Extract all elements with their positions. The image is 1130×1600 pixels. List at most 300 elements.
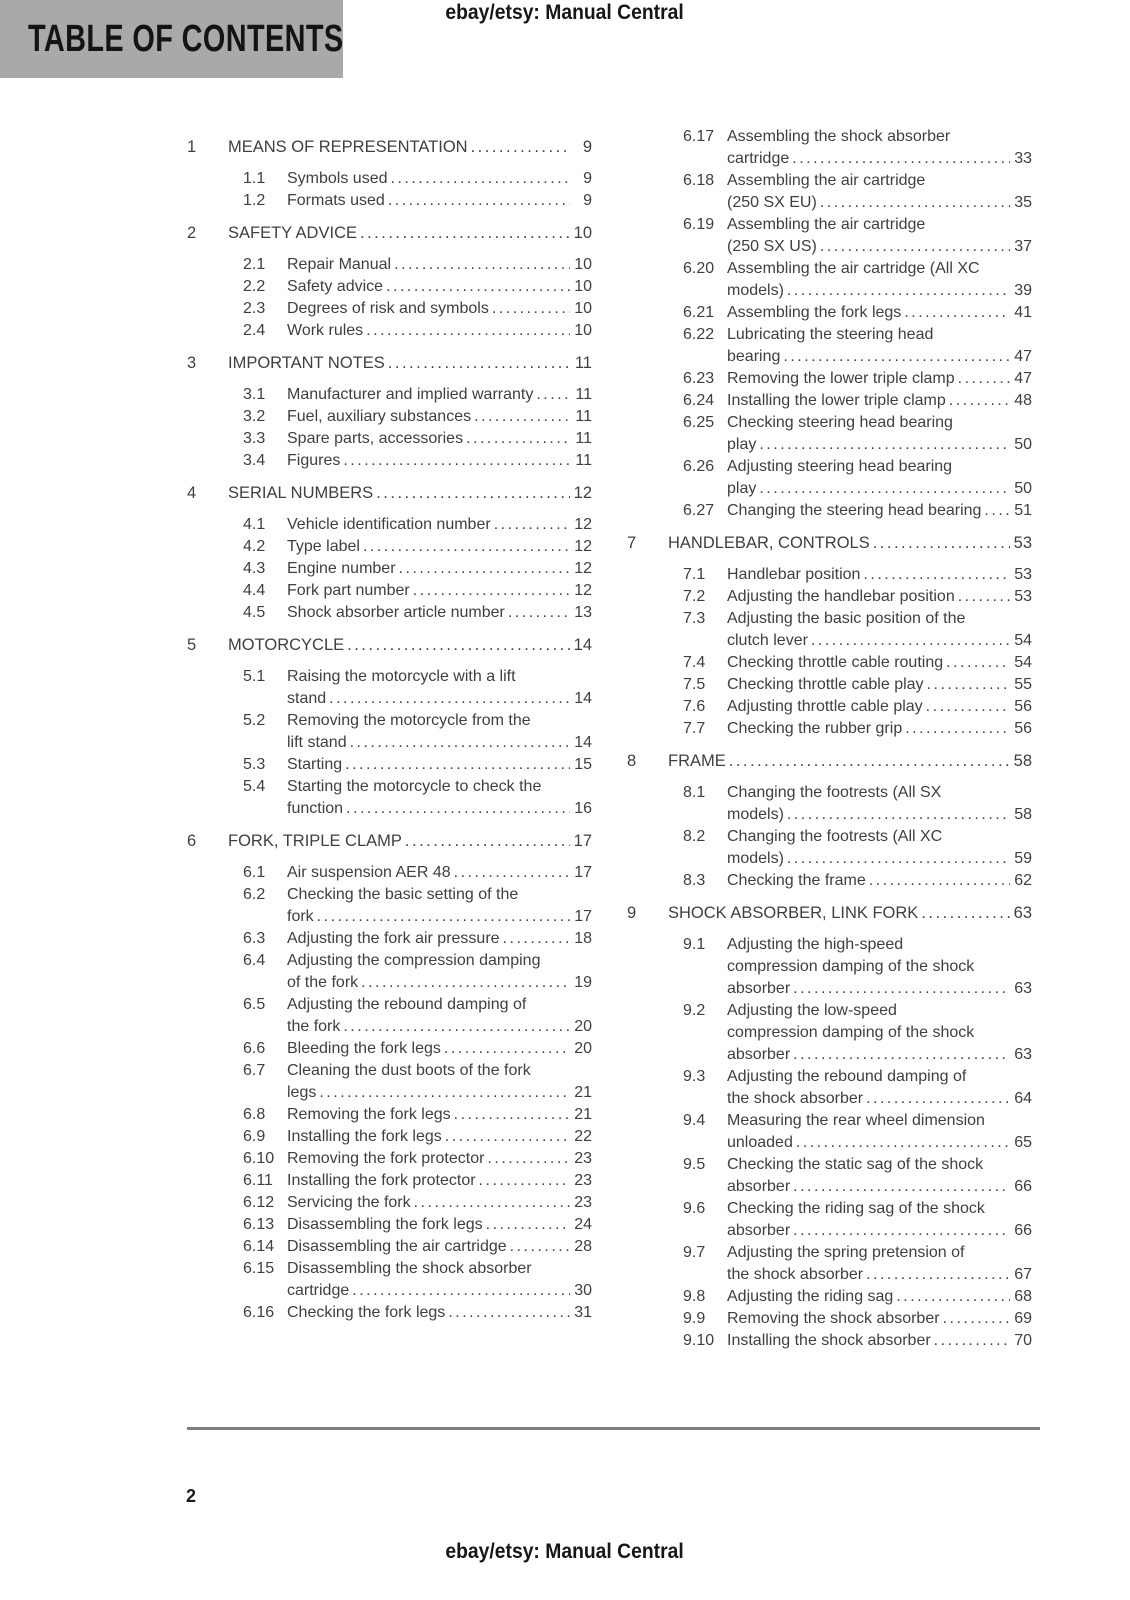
toc-subsection-entry [627, 258, 1032, 302]
toc-entry-number: 7 [627, 534, 637, 552]
toc-entry-number: 9.3 [683, 1068, 706, 1085]
toc-subsection-entry [627, 608, 1032, 652]
toc-entry-number: 6.22 [683, 326, 715, 343]
toc-entry-page-number: 66 [1014, 1178, 1032, 1195]
toc-subsection-entry [627, 390, 1032, 412]
toc-subsection-entry [187, 1170, 592, 1192]
toc-entry-page-number: 13 [574, 604, 592, 621]
toc-entry-title-line: Raising the motorcycle with a lift [287, 668, 516, 685]
toc-entry-title: Bleeding the fork legs [287, 1040, 441, 1057]
toc-subsection-entry [627, 1110, 1032, 1154]
toc-entry-content [727, 390, 1032, 412]
toc-entry-page-number: 63 [1014, 980, 1032, 997]
toc-entry-number: 9.10 [683, 1332, 715, 1349]
toc-entry-title: the shock absorber [727, 1090, 864, 1107]
toc-entry-content [287, 536, 592, 558]
toc-entry-page-number: 12 [574, 560, 592, 577]
toc-subsection-entry [187, 536, 592, 558]
dot-leader [759, 478, 1010, 500]
toc-entry-page-number: 56 [1014, 720, 1032, 737]
toc-entry-number: 9.2 [683, 1002, 706, 1019]
toc-subsection-entry [627, 1154, 1032, 1198]
dot-leader [347, 634, 570, 656]
toc-subsection-entry [187, 558, 592, 580]
toc-entry-content [727, 170, 1032, 214]
toc-entry-title: Adjusting the riding sag [727, 1288, 894, 1305]
toc-entry-content [727, 1308, 1032, 1330]
toc-entry-number: 3.2 [243, 408, 266, 425]
toc-entry-page-number: 66 [1014, 1222, 1032, 1239]
toc-entry-content [287, 1148, 592, 1170]
toc-entry-content [727, 826, 1032, 870]
toc-entry-content [287, 994, 592, 1038]
toc-entry-page-number: 33 [1014, 150, 1032, 167]
toc-subsection-entry [187, 428, 592, 450]
toc-subsection-entry [627, 1330, 1032, 1352]
toc-entry-title: the fork [287, 1018, 341, 1035]
toc-entry-title: Vehicle identification number [287, 516, 491, 533]
toc-entry-page-number: 10 [574, 256, 592, 273]
dot-leader [399, 558, 570, 580]
toc-subsection-entry [187, 754, 592, 776]
toc-entry-content [727, 500, 1032, 522]
toc-entry-title: Adjusting the handlebar position [727, 588, 955, 605]
dot-leader [921, 902, 1009, 924]
toc-entry-title: Disassembling the fork legs [287, 1216, 483, 1233]
toc-section-entry [187, 482, 592, 504]
toc-entry-number: 6.13 [243, 1216, 275, 1233]
footer-page-number: 2 [186, 1486, 197, 1506]
toc-entry-page-number: 47 [1014, 370, 1032, 387]
toc-subsection-entry [627, 170, 1032, 214]
toc-entry-content [727, 674, 1032, 696]
toc-entry-number: 4 [187, 484, 197, 502]
toc-entry-number: 6.10 [243, 1150, 275, 1167]
toc-entry-page-number: 21 [574, 1084, 592, 1101]
toc-entry-number: 9.8 [683, 1288, 706, 1305]
toc-entry-content [287, 1126, 592, 1148]
toc-entry-page-number: 9 [583, 192, 592, 209]
toc-entry-number: 3.4 [243, 452, 266, 469]
toc-entry-page-number: 12 [574, 516, 592, 533]
toc-entry-page-number: 11 [575, 430, 592, 447]
toc-entry-page-number: 53 [1014, 566, 1032, 583]
toc-entry-page-number: 54 [1014, 632, 1032, 649]
toc-entry-content [228, 830, 592, 852]
toc-entry-title-line: Measuring the rear wheel dimension [727, 1112, 985, 1129]
dot-leader [934, 1330, 1010, 1352]
dot-leader [820, 236, 1010, 258]
toc-entry-content [727, 1286, 1032, 1308]
toc-entry-title: models) [727, 850, 784, 867]
toc-subsection-entry [187, 994, 592, 1038]
dot-leader [958, 586, 1010, 608]
toc-entry-number: 1 [187, 138, 197, 156]
toc-entry-content [228, 482, 592, 504]
toc-entry-page-number: 11 [575, 408, 592, 425]
toc-entry-content [727, 324, 1032, 368]
toc-entry-title: Removing the lower triple clamp [727, 370, 955, 387]
toc-entry-number: 2.4 [243, 322, 266, 339]
toc-entry-title-line: Adjusting the rebound damping of [727, 1068, 967, 1085]
toc-entry-title: Figures [287, 452, 341, 469]
table-of-contents-banner [0, 0, 343, 78]
toc-subsection-entry [627, 456, 1032, 500]
dot-leader [317, 906, 570, 928]
toc-entry-page-number: 70 [1014, 1332, 1032, 1349]
toc-entry-content [287, 1104, 592, 1126]
toc-entry-number: 2.2 [243, 278, 266, 295]
toc-entry-number: 5 [187, 636, 197, 654]
toc-subsection-entry [627, 564, 1032, 586]
toc-entry-number: 9 [627, 904, 637, 922]
toc-entry-title: FRAME [668, 752, 726, 770]
toc-subsection-entry [627, 126, 1032, 170]
toc-entry-title: (250 SX EU) [727, 194, 817, 211]
toc-entry-content [727, 302, 1032, 324]
toc-entry-number: 6.19 [683, 216, 715, 233]
toc-entry-number: 6.11 [243, 1172, 273, 1189]
dot-leader [386, 276, 570, 298]
toc-entry-content [727, 870, 1032, 892]
toc-entry-content [287, 1258, 592, 1302]
toc-subsection-entry [187, 1236, 592, 1258]
toc-entry-number: 8 [627, 752, 637, 770]
toc-entry-number: 6.26 [683, 458, 715, 475]
dot-leader [346, 798, 570, 820]
toc-entry-content [287, 558, 592, 580]
toc-entry-content [287, 406, 592, 428]
toc-entry-page-number: 69 [1014, 1310, 1032, 1327]
toc-entry-content [287, 1038, 592, 1060]
toc-section-entry [187, 634, 592, 656]
dot-leader [943, 1308, 1010, 1330]
toc-entry-title: Checking the frame [727, 872, 866, 889]
toc-entry-page-number: 50 [1014, 480, 1032, 497]
toc-entry-title: Spare parts, accessories [287, 430, 464, 447]
toc-entry-title: SAFETY ADVICE [228, 224, 357, 242]
toc-entry-content [287, 190, 592, 212]
toc-subsection-entry [187, 862, 592, 884]
toc-entry-number: 6.12 [243, 1194, 275, 1211]
toc-entry-page-number: 53 [1014, 588, 1032, 605]
toc-entry-number: 6.24 [683, 392, 715, 409]
toc-entry-title: Installing the fork protector [287, 1172, 476, 1189]
dot-leader [363, 536, 570, 558]
toc-entry-page-number: 30 [574, 1282, 592, 1299]
toc-entry-page-number: 37 [1014, 238, 1032, 255]
toc-entry-page-number: 20 [574, 1040, 592, 1057]
dot-leader [448, 1302, 570, 1324]
toc-entry-title: Changing the steering head bearing [727, 502, 982, 519]
toc-entry-title-line: Adjusting the compression damping [287, 952, 541, 969]
toc-entry-content [287, 754, 592, 776]
toc-entry-content [287, 384, 592, 406]
toc-entry-content [668, 750, 1032, 772]
toc-entry-title: Removing the fork legs [287, 1106, 451, 1123]
toc-entry-content [727, 608, 1032, 652]
toc-entry-page-number: 55 [1014, 676, 1032, 693]
dot-leader [319, 1082, 570, 1104]
dot-leader [352, 1280, 570, 1302]
toc-entry-number: 7.4 [683, 654, 706, 671]
toc-subsection-entry [187, 1060, 592, 1104]
toc-entry-number: 6.21 [683, 304, 715, 321]
toc-entry-content [727, 782, 1032, 826]
toc-entry-number: 6.20 [683, 260, 715, 277]
toc-entry-content [228, 136, 592, 158]
toc-entry-number: 4.3 [243, 560, 266, 577]
dot-leader [350, 732, 570, 754]
toc-subsection-entry [627, 214, 1032, 258]
dot-leader [869, 870, 1010, 892]
toc-subsection-entry [187, 514, 592, 536]
toc-entry-content [287, 254, 592, 276]
toc-entry-number: 6.25 [683, 414, 715, 431]
toc-entry-number: 6.6 [243, 1040, 266, 1057]
toc-entry-page-number: 50 [1014, 436, 1032, 453]
toc-entry-title: SHOCK ABSORBER, LINK FORK [668, 904, 919, 922]
toc-entry-page-number: 23 [574, 1150, 592, 1167]
dot-leader [793, 1044, 1010, 1066]
toc-entry-content [228, 352, 592, 374]
toc-entry-title-line: compression damping of the shock [727, 1024, 975, 1041]
toc-entry-title: Servicing the fork [287, 1194, 411, 1211]
toc-entry-page-number: 22 [574, 1128, 592, 1145]
dot-leader [866, 1264, 1010, 1286]
toc-entry-title: unloaded [727, 1134, 793, 1151]
toc-entry-title: fork [287, 908, 314, 925]
toc-entry-number: 7.6 [683, 698, 706, 715]
toc-entry-page-number: 63 [1014, 1046, 1032, 1063]
toc-entry-page-number: 20 [574, 1018, 592, 1035]
toc-entry-content [287, 1302, 592, 1324]
toc-entry-content [287, 298, 592, 320]
toc-entry-number: 1.2 [243, 192, 266, 209]
toc-entry-number: 6.1 [243, 864, 266, 881]
dot-leader [873, 532, 1010, 554]
toc-entry-title: Air suspension AER 48 [287, 864, 451, 881]
toc-entry-title: Safety advice [287, 278, 384, 295]
dot-leader [479, 1170, 570, 1192]
toc-entry-number: 9.7 [683, 1244, 706, 1261]
toc-entry-title: MEANS OF REPRESENTATION [228, 138, 468, 156]
toc-entry-content [287, 276, 592, 298]
toc-subsection-entry [627, 324, 1032, 368]
toc-subsection-entry [627, 652, 1032, 674]
toc-entry-title: play [727, 436, 757, 453]
toc-entry-title: Disassembling the air cartridge [287, 1238, 507, 1255]
toc-subsection-entry [187, 928, 592, 950]
toc-entry-page-number: 14 [574, 734, 592, 751]
dot-leader [958, 368, 1010, 390]
toc-entry-number: 6.9 [243, 1128, 266, 1145]
toc-entry-number: 6.23 [683, 370, 715, 387]
toc-entry-number: 4.1 [243, 516, 266, 533]
toc-entry-title: absorber [727, 980, 791, 997]
toc-entry-content [287, 320, 592, 342]
toc-subsection-entry [187, 1214, 592, 1236]
toc-subsection-entry [187, 320, 592, 342]
dot-leader [343, 1016, 570, 1038]
toc-entry-page-number: 23 [574, 1172, 592, 1189]
dot-leader [454, 1104, 570, 1126]
toc-entry-number: 9.1 [683, 936, 706, 953]
toc-entry-content [727, 1110, 1032, 1154]
toc-entry-page-number: 56 [1014, 698, 1032, 715]
toc-entry-title: Work rules [287, 322, 364, 339]
toc-entry-number: 6.7 [243, 1062, 266, 1079]
toc-entry-number: 6.27 [683, 502, 715, 519]
toc-entry-title-line: Adjusting steering head bearing [727, 458, 953, 475]
toc-entry-content [727, 456, 1032, 500]
toc-entry-content [287, 1214, 592, 1236]
toc-entry-number: 6.16 [243, 1304, 275, 1321]
dot-leader [405, 830, 570, 852]
toc-entry-number: 8.2 [683, 828, 706, 845]
toc-subsection-entry [187, 666, 592, 710]
toc-entry-content [727, 934, 1032, 1000]
dot-leader [474, 406, 570, 428]
toc-subsection-entry [627, 1000, 1032, 1066]
dot-leader [343, 450, 570, 472]
toc-entry-title: Removing the shock absorber [727, 1310, 940, 1327]
dot-leader [796, 1132, 1010, 1154]
toc-entry-content [287, 884, 592, 928]
toc-subsection-entry [627, 782, 1032, 826]
toc-entry-page-number: 23 [574, 1194, 592, 1211]
dot-leader [345, 754, 570, 776]
toc-entry-number: 2 [187, 224, 197, 242]
dot-leader [486, 1214, 570, 1236]
toc-entry-number: 8.3 [683, 872, 706, 889]
toc-entry-content [727, 126, 1032, 170]
toc-entry-content [727, 1198, 1032, 1242]
toc-entry-page-number: 41 [1014, 304, 1032, 321]
dot-leader [896, 1286, 1010, 1308]
toc-subsection-entry [627, 718, 1032, 740]
toc-entry-page-number: 10 [573, 224, 592, 242]
toc-subsection-entry [187, 1302, 592, 1324]
toc-entry-page-number: 17 [574, 908, 592, 925]
toc-entry-title-line: Checking the riding sag of the shock [727, 1200, 985, 1217]
toc-entry-title: play [727, 480, 757, 497]
toc-entry-title-line: Adjusting the low-speed [727, 1002, 897, 1019]
toc-entry-title: FORK, TRIPLE CLAMP [228, 832, 402, 850]
dot-leader [391, 168, 571, 190]
dot-leader [792, 148, 1010, 170]
toc-subsection-entry [627, 586, 1032, 608]
toc-entry-title: function [287, 800, 344, 817]
toc-entry-content [727, 258, 1032, 302]
dot-leader [508, 602, 570, 624]
toc-entry-page-number: 53 [1013, 534, 1032, 552]
toc-entry-title: Removing the fork protector [287, 1150, 485, 1167]
toc-entry-page-number: 59 [1014, 850, 1032, 867]
toc-section-entry [187, 352, 592, 374]
toc-entry-title: Repair Manual [287, 256, 392, 273]
toc-subsection-entry [627, 934, 1032, 1000]
toc-subsection-entry [627, 1242, 1032, 1286]
dot-leader [536, 384, 570, 406]
dot-leader [984, 500, 1010, 522]
toc-column-left [187, 126, 592, 1352]
toc-section-entry [187, 136, 592, 158]
toc-entry-content [727, 214, 1032, 258]
toc-entry-title: the shock absorber [727, 1266, 864, 1283]
dot-leader [820, 192, 1010, 214]
toc-entry-content [727, 696, 1032, 718]
toc-entry-content [727, 1066, 1032, 1110]
dot-leader [759, 434, 1010, 456]
toc-entry-number: 5.1 [243, 668, 266, 685]
toc-entry-title: SERIAL NUMBERS [228, 484, 374, 502]
dot-leader [388, 352, 570, 374]
toc-entry-content [287, 580, 592, 602]
toc-entry-number: 3.3 [243, 430, 266, 447]
toc-entry-content [287, 514, 592, 536]
toc-entry-page-number: 15 [574, 756, 592, 773]
toc-entry-page-number: 12 [574, 582, 592, 599]
toc-entry-content [727, 564, 1032, 586]
dot-leader [361, 972, 570, 994]
toc-entry-number: 9.4 [683, 1112, 706, 1129]
toc-subsection-entry [187, 190, 592, 212]
toc-entry-page-number: 10 [574, 300, 592, 317]
toc-entry-content [287, 168, 592, 190]
dot-leader [471, 136, 570, 158]
toc-entry-title-line: Assembling the air cartridge (All XC [727, 260, 980, 277]
toc-entry-page-number: 11 [574, 354, 592, 372]
toc-entry-title-line: Checking steering head bearing [727, 414, 953, 431]
toc-entry-title: Installing the fork legs [287, 1128, 442, 1145]
toc-entry-title: cartridge [727, 150, 790, 167]
toc-subsection-entry [627, 412, 1032, 456]
dot-leader [394, 254, 570, 276]
toc-entry-number: 8.1 [683, 784, 706, 801]
toc-subsection-entry [187, 580, 592, 602]
dot-leader [414, 1192, 570, 1214]
toc-entry-page-number: 16 [574, 800, 592, 817]
toc-subsection-entry [627, 674, 1032, 696]
toc-entry-content [287, 1236, 592, 1258]
toc-entry-title: Checking throttle cable play [727, 676, 924, 693]
toc-entry-title: Type label [287, 538, 360, 555]
toc-entry-title-line: Lubricating the steering head [727, 326, 934, 343]
dot-leader [946, 652, 1010, 674]
toc-entry-content [727, 586, 1032, 608]
toc-section-entry [187, 222, 592, 244]
dot-leader [444, 1038, 570, 1060]
toc-entry-title: Manufacturer and implied warranty [287, 386, 534, 403]
toc-subsection-entry [187, 884, 592, 928]
toc-entry-title: Checking the fork legs [287, 1304, 446, 1321]
toc-entry-page-number: 47 [1014, 348, 1032, 365]
toc-entry-title: of the fork [287, 974, 359, 991]
toc-entry-content [287, 602, 592, 624]
toc-entry-number: 9.6 [683, 1200, 706, 1217]
toc-entry-number: 6 [187, 832, 197, 850]
toc-subsection-entry [187, 1038, 592, 1060]
toc-entry-number: 6.15 [243, 1260, 275, 1277]
toc-subsection-entry [187, 406, 592, 428]
dot-leader [783, 346, 1010, 368]
toc-entry-page-number: 68 [1014, 1288, 1032, 1305]
toc-entry-page-number: 39 [1014, 282, 1032, 299]
dot-leader [927, 674, 1010, 696]
toc-subsection-entry [187, 1148, 592, 1170]
toc-entry-title: Starting [287, 756, 343, 773]
